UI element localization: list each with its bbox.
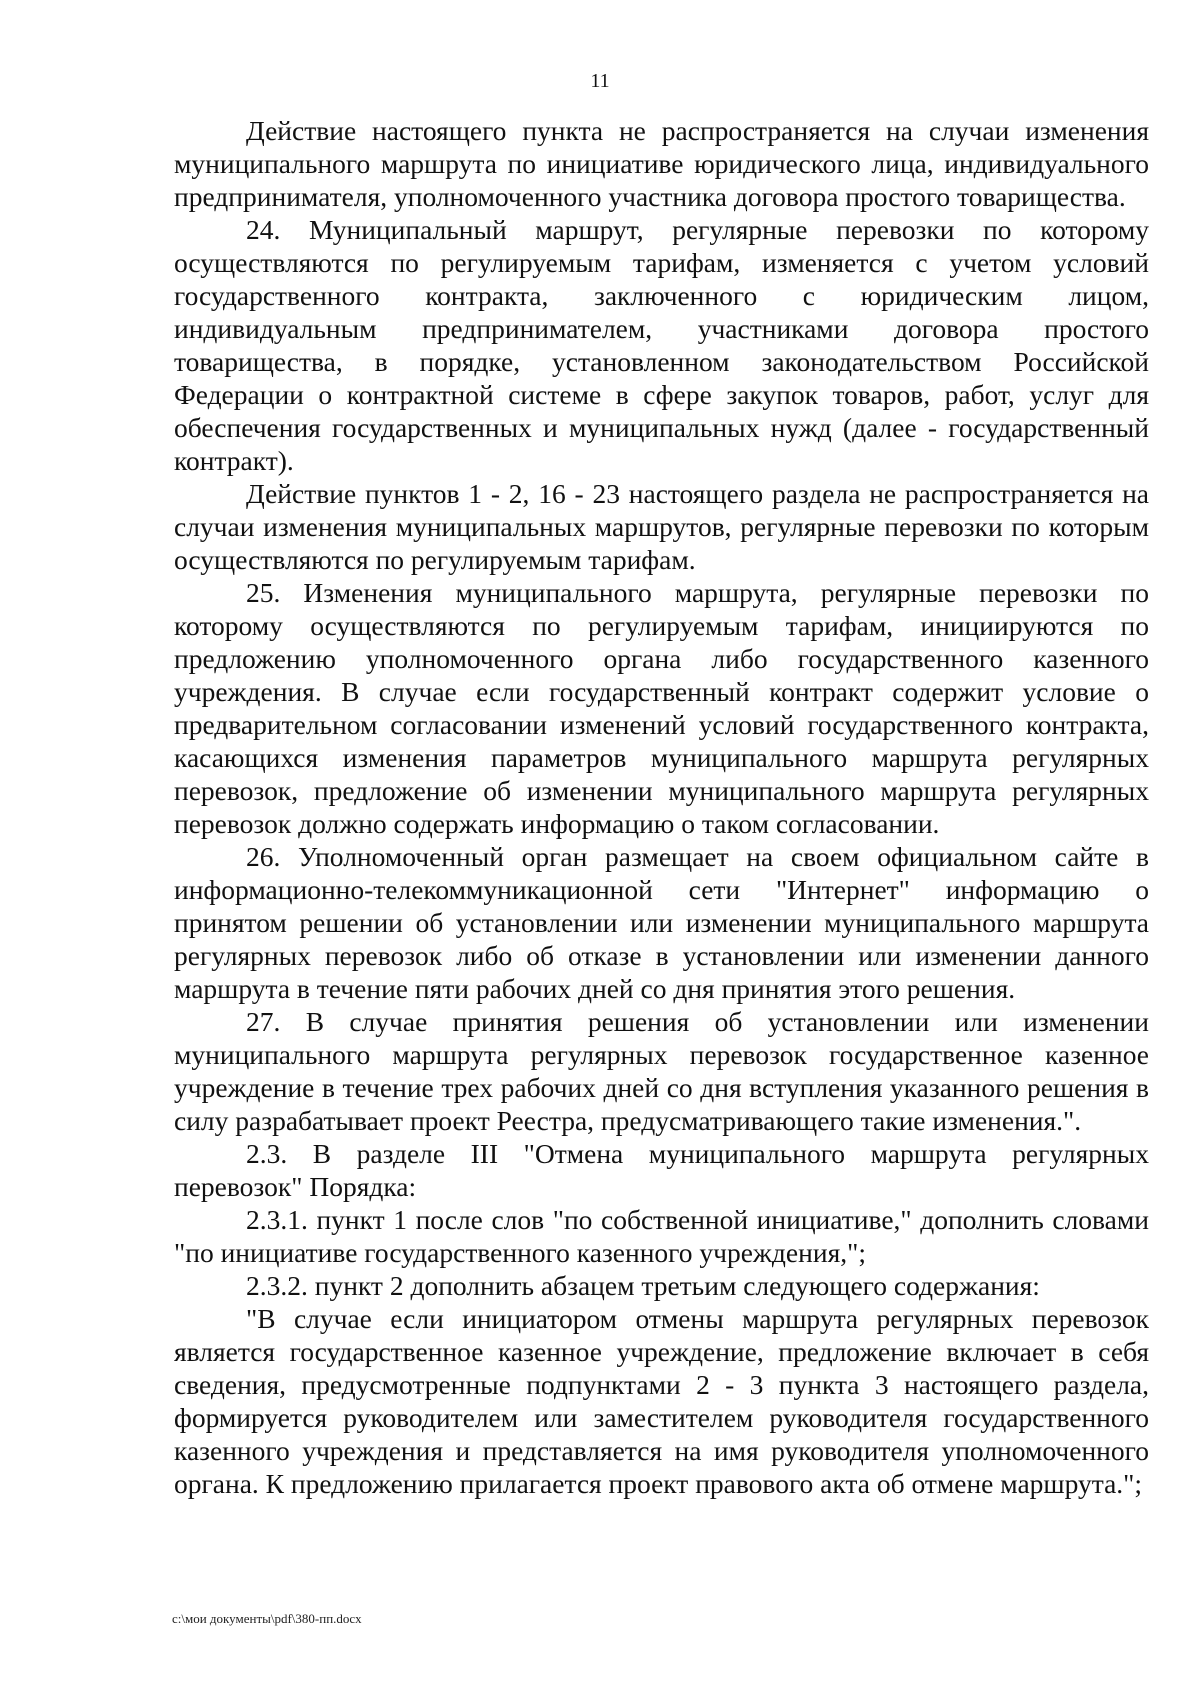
paragraph-item-2-3: 2.3. В разделе III "Отмена муниципального маршрута регулярных перевозок" Порядка:	[174, 1138, 1149, 1202]
paragraph-item-2-3-2: 2.3.2. пункт 2 дополнить абзацем третьим следующего содержания:	[246, 1270, 1040, 1301]
paragraph: Действие настоящего пункта не распространяется на случаи изменения муниципального маршрута по инициативе юридического лица, индивидуального предпринимателя, уполномоченного участника договора простого товарищества.	[174, 115, 1149, 212]
paragraph-item-26: 26. Уполномоченный орган размещает на своем официальном сайте в информационно-телекоммуникационной сети "Интернет" информацию о принятом решении об установлении или изменении муниципального маршрута регулярных перевозок либо об отказе в установлении или изменении данного маршрута в течение пяти рабочих дней со дня принятия этого решения.	[174, 841, 1149, 1004]
paragraph: Действие пунктов 1 - 2, 16 - 23 настоящего раздела не распространяется на случаи изменения муниципальных маршрутов, регулярные перевозки по которым осуществляются по регулируемым тарифам.	[174, 478, 1149, 575]
paragraph-item-24: 24. Муниципальный маршрут, регулярные перевозки по которому осуществляются по регулируемым тарифам, изменяется с учетом условий государственного контракта, заключенного с юридическим лицом, индивидуальным предпринимателем, участниками договора простого товарищества, в порядке, установленном законодательством Российской Федерации о контрактной системе в сфере закупок товаров, работ, услуг для обеспечения государственных и муниципальных нужд (далее - государственный контракт).	[174, 214, 1149, 476]
document-body	[174, 114, 1149, 1500]
paragraph-item-2-3-1: 2.3.1. пункт 1 после слов "по собственной инициативе," дополнить словами "по инициативе государственного казенного учреждения,";	[174, 1204, 1149, 1268]
paragraph-item-27: 27. В случае принятия решения об установлении или изменении муниципального маршрута регулярных перевозок государственное казенное учреждение в течение трех рабочих дней со дня вступления указанного решения в силу разрабатывает проект Реестра, предусматривающего такие изменения.".	[174, 1006, 1149, 1136]
paragraph-quoted-text: "В случае если инициатором отмены маршрута регулярных перевозок является государственное казенное учреждение, предложение включает в себя сведения, предусмотренные подпунктами 2 - 3 пункта 3 настоящего раздела, формируется руководителем или заместителем руководителя государственного казенного учреждения и представляется на имя руководителя уполномоченного органа. К предложению прилагается проект правового акта об отмене маршрута.";	[174, 1303, 1149, 1499]
page-number: 11	[590, 70, 610, 92]
footer-file-path: c:\мои документы\pdf\380-пп.docx	[172, 1611, 362, 1626]
paragraph-item-25: 25. Изменения муниципального маршрута, регулярные перевозки по которому осуществляются по регулируемым тарифам, инициируются по предложению уполномоченного органа либо государственного казенного учреждения. В случае если государственный контракт содержит условие о предварительном согласовании изменений условий государственного контракта, касающихся изменения параметров муниципального маршрута регулярных перевозок, предложение об изменении муниципального маршрута регулярных перевозок должно содержать информацию о таком согласовании.	[174, 577, 1149, 839]
